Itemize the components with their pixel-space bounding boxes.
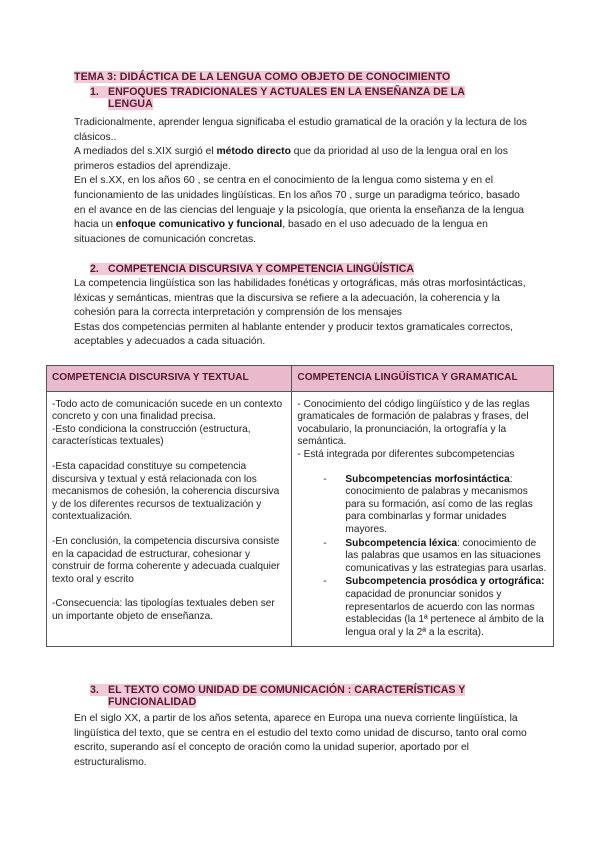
section2-paragraph-2: Estas dos competencias permiten al hablante entender y producir textos gramaticales correctos, aceptables y adecuados a cada situación. [74,321,513,348]
list-item: - Subcompetencia prosódica y ortográfica: capacidad de pronunciar sonidos y representarlos de acuerdo con las normas establecidas (la 1ª pertenece al ámbito de la lengua oral y la 2ª a la escrita). [345,576,548,639]
title-highlight: TEMA 3: DIDÁCTICA DE LA LENGUA COMO OBJETO DE CONOCIMIENTO [74,71,451,83]
section2-heading [90,263,414,275]
section2-paragraph-1: La competencia lingüística son las habilidades fonéticas y ortográficas, más otras morfosintácticas, léxicas y semánticas, mientras que la discursiva se refiere a la adecuación, la coherencia y la cohesión para la correcta interpretación y comprensión de los mensajes [74,278,526,319]
subcompetencias-list [297,474,548,640]
document-title [74,71,450,83]
list-item: - Subcompetencia léxica: conocimiento de las palabras que usamos en las situaciones comunicativas y las estrategias para usarlas. [345,538,548,576]
table-row [47,391,554,647]
section2-body [74,277,534,350]
section1-heading-line2: LENGUA [108,98,153,110]
section3-body [74,712,534,770]
section3-number: 3. [90,684,99,696]
table-header-discursiva: COMPETENCIA DISCURSIVA Y TEXTUAL [47,366,292,392]
linguistica-item-1: - Conocimiento del código lingüístico y de las reglas gramaticales de formación de palabras y frases, del vocabulario, la pronunciación, la ortografía y la semántica. [297,398,530,448]
table-cell-discursiva [47,391,292,647]
list-item: - Subcompetencias morfosintáctica: conocimiento de palabras y mecanismos para su formación, así como de las reglas para combinarlas y formar unidades mayores. [345,474,548,537]
section3-heading [90,684,465,708]
discursiva-item-3: -Esta capacidad constituye su competencia discursiva y textual y está relacionada con los mecanismos de cohesión, la coherencia discursiva y de los diferentes recursos de textualización y contextualización. [52,460,280,523]
linguistica-item-2: - Está integrada por diferentes subcompetencias [297,448,515,460]
discursiva-item-1: -Todo acto de comunicación sucede en un contexto concreto y con una finalidad precisa. [52,398,283,423]
section1-paragraph-3: En el s.XX, en los años 60 , se centra en el conocimiento de la lengua como sistema y en el funcionamiento de las unidades lingüísticas. En los años 70 , surge un paradigma teórico, basado en el avance en de las ciencias del lenguaje y la psicología, que orienta la enseñanza de la lengua hacia un enfoque comunicativo y funcional, basado en el uso adecuado de la lengua en situaciones de comunicación concretas. [74,175,524,245]
table-header-row [47,366,554,392]
discursiva-item-5: -Consecuencia: las tipologías textuales deben ser un importante objeto de enseñanza. [52,598,275,622]
section2-number: 2. [90,263,99,275]
section1-paragraph-1: Tradicionalmente, aprender lengua significaba el estudio gramatical de la oración y la lectura de los clásicos.. [74,117,527,143]
section2-heading-text: COMPETENCIA DISCURSIVA Y COMPETENCIA LINGÜÍSTICA [108,263,415,275]
section3-paragraph-1: En el siglo XX, a partir de los años setenta, aparece en Europa una nueva corriente lingüística, la lingüística del texto, que se centra en el estudio del texto como unidad de discurso, tanto oral como escrito, superando así el concepto de oración como la unidad superior, aportado por el estructuralismo. [74,713,527,768]
discursiva-item-4: -En conclusión, la competencia discursiva consiste en la capacidad de estructurar, cohesionar y construir de forma coherente y adecuada cualquier texto oral y escrito [52,535,280,585]
section3-heading-line2: FUNCIONALIDAD [108,696,197,708]
section1-body [74,116,534,247]
table-header-linguistica: COMPETENCIA LINGÜÍSTICA Y GRAMATICAL [292,366,554,392]
table-cell-linguistica [292,391,554,647]
competencias-table [46,365,554,647]
section3-heading-line1: EL TEXTO COMO UNIDAD DE COMUNICACIÓN : CARACTERÍSTICAS Y [108,684,466,696]
section1-heading [90,86,465,110]
section1-heading-line1: ENFOQUES TRADICIONALES Y ACTUALES EN LA ENSEÑANZA DE LA [108,86,465,98]
discursiva-item-2: -Esto condiciona la construcción (estructura, características textuales) [52,423,251,448]
section1-paragraph-2: A mediados del s.XIX surgió el método directo que da prioridad al uso de la lengua oral en los primeros estadios del aprendizaje. [74,146,508,172]
enfoque-comunicativo-bold: enfoque comunicativo y funcional [115,219,283,231]
metodo-directo-bold: método directo [216,146,291,158]
section1-number: 1. [90,86,99,98]
